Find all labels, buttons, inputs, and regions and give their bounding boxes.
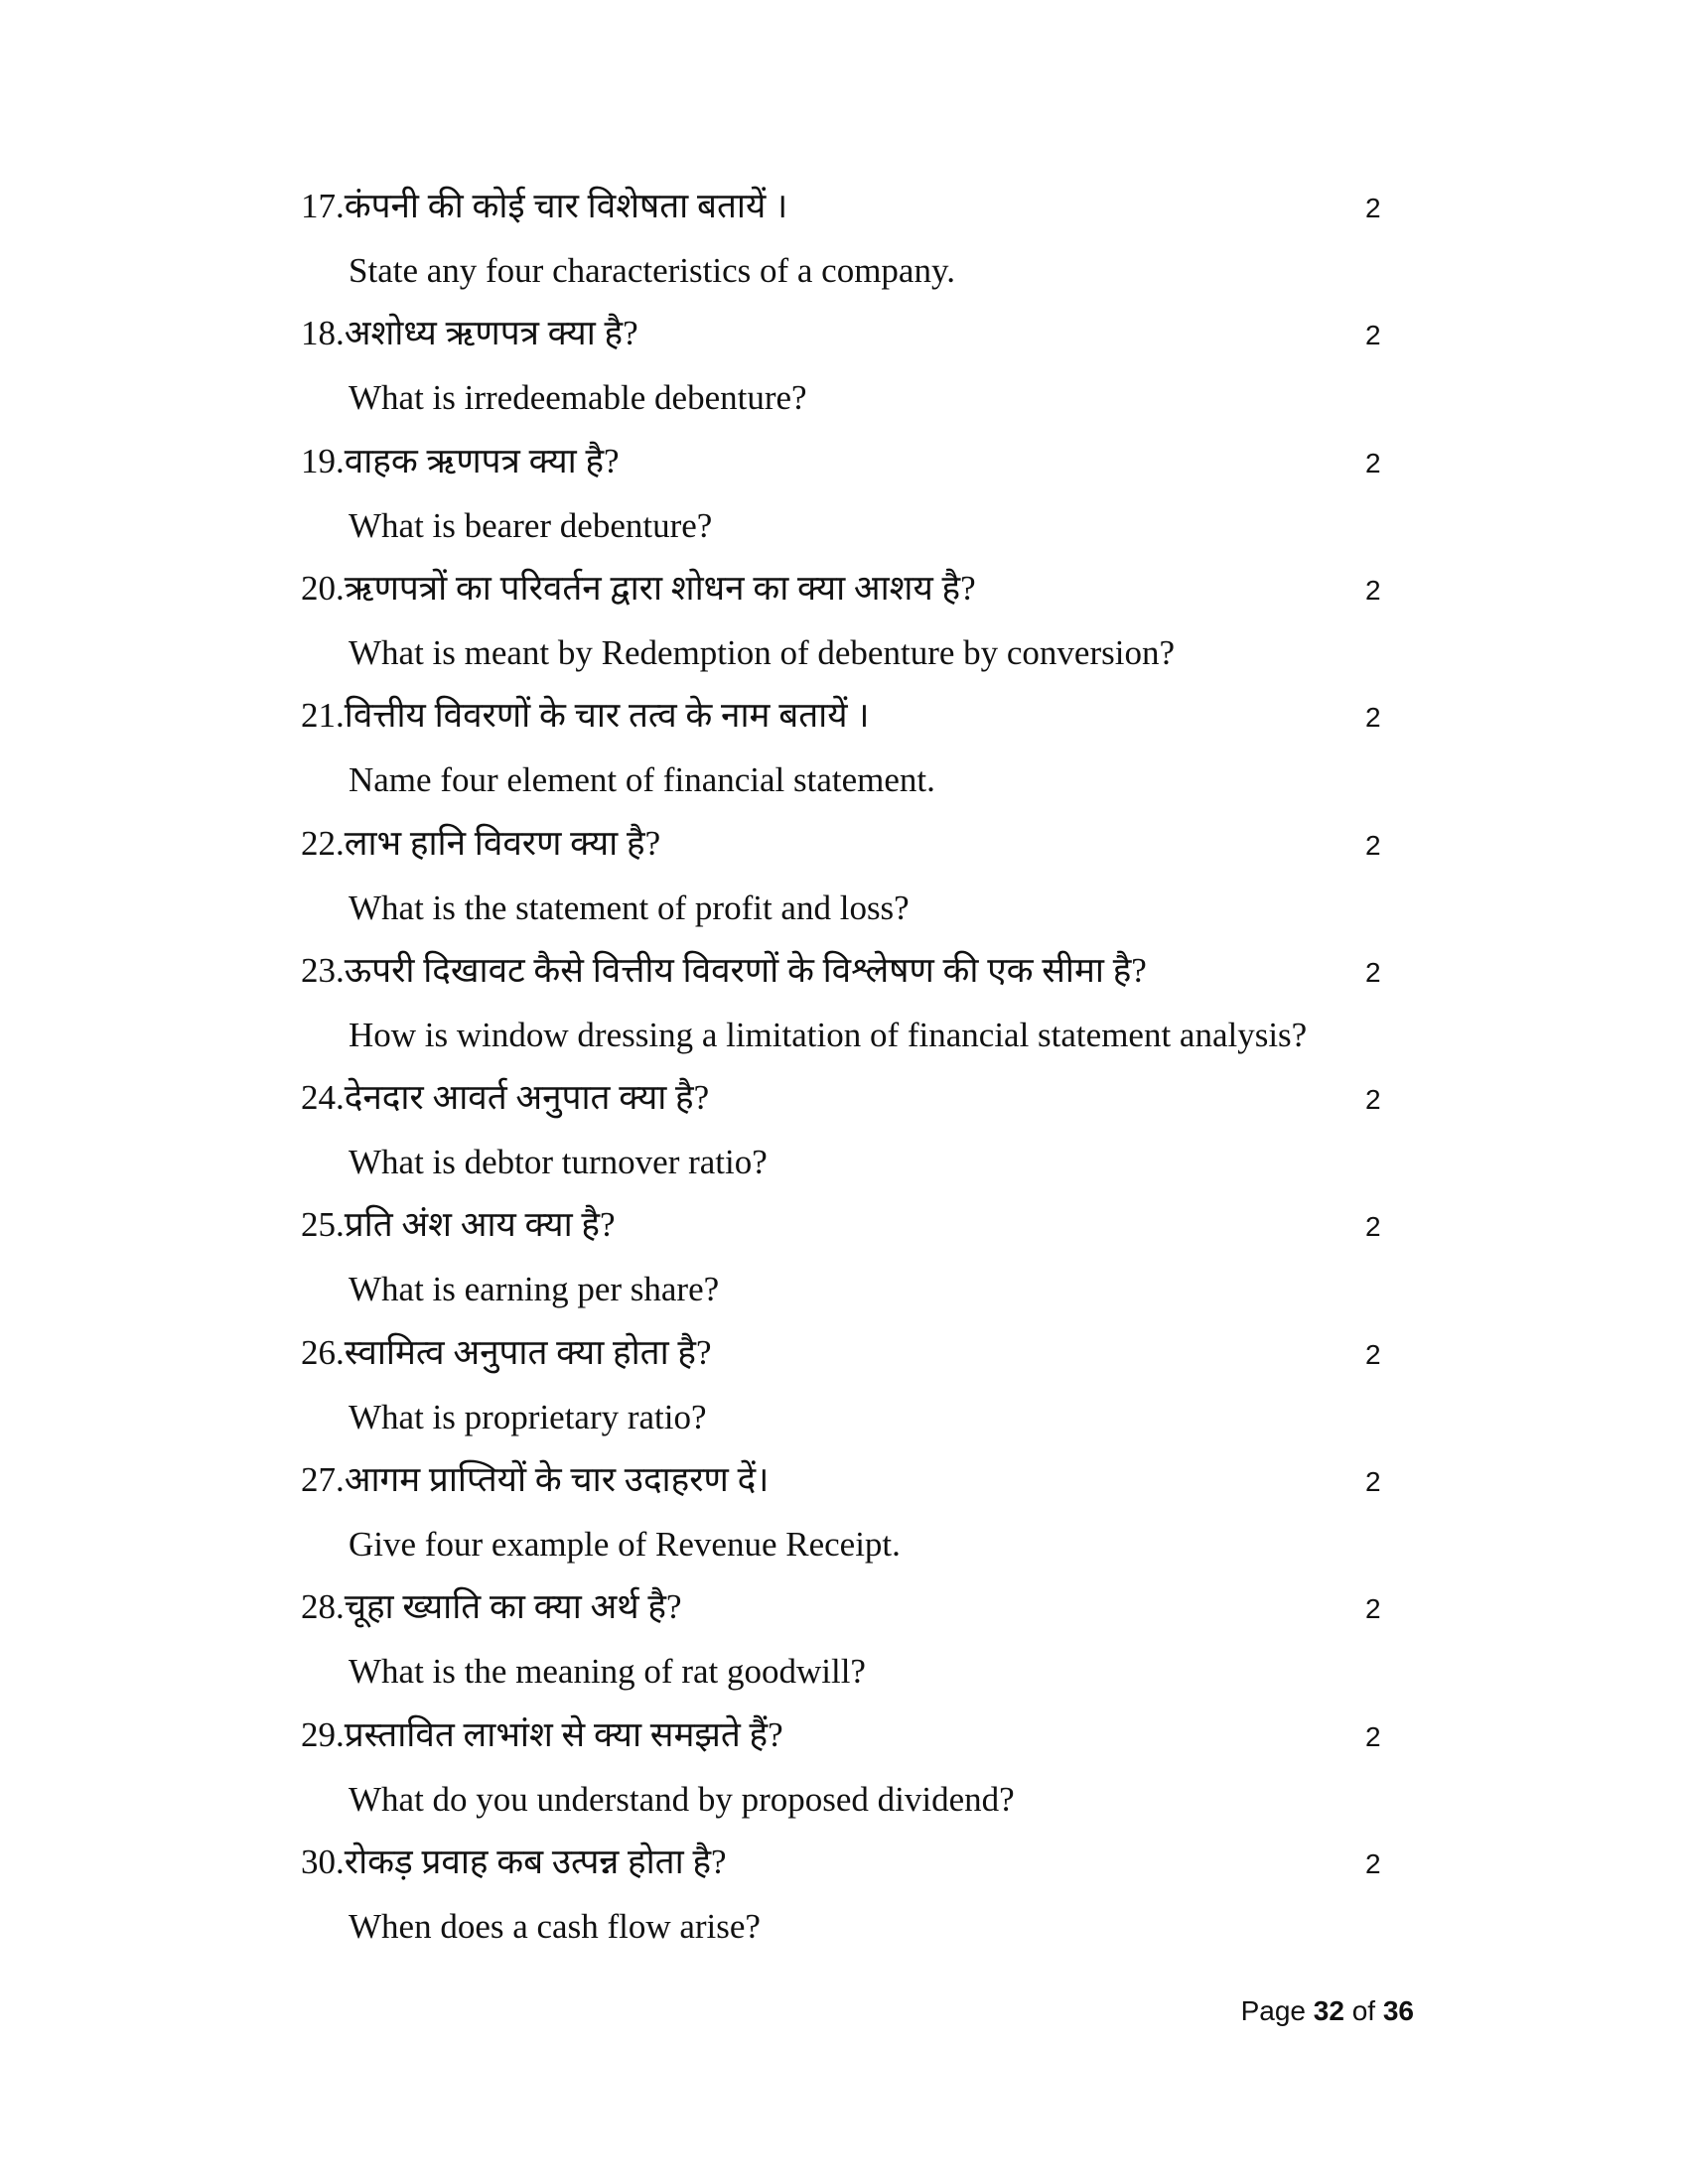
question-marks: 2 — [1365, 1720, 1381, 1752]
question-number: 29. — [301, 1714, 345, 1754]
question-number: 24. — [301, 1078, 345, 1118]
question-marks: 2 — [1365, 702, 1381, 734]
question-hindi — [301, 694, 870, 738]
question-number: 28. — [301, 1587, 345, 1627]
question-marks: 2 — [1365, 447, 1381, 478]
question-marks: 2 — [1365, 193, 1381, 223]
question-number: 23. — [301, 950, 345, 990]
page-footer — [1241, 1995, 1414, 2027]
current-page: 32 — [1313, 1995, 1344, 2026]
footer-of: of — [1343, 1995, 1383, 2026]
question-number: 25. — [301, 1205, 345, 1245]
question-hindi-text: लाभ हानि विवरण क्या है? — [344, 823, 661, 863]
total-pages: 36 — [1382, 1995, 1414, 2026]
question-marks: 2 — [1365, 320, 1381, 351]
question-item — [301, 1203, 1413, 1330]
question-item — [301, 440, 1413, 567]
question-hindi — [301, 1841, 727, 1884]
footer-prefix: Page — [1240, 1995, 1314, 2026]
question-number: 17. — [301, 187, 345, 225]
question-hindi-text: रोकड़ प्रवाह कब उत्पन्न होता है? — [344, 1842, 727, 1881]
question-english: Give four example of Revenue Receipt. — [349, 1525, 901, 1564]
question-english: Name four element of financial statement. — [349, 760, 935, 800]
question-number: 22. — [301, 823, 345, 863]
question-hindi — [301, 185, 787, 228]
question-number: 26. — [301, 1332, 345, 1372]
question-english: What is debtor turnover ratio? — [349, 1143, 768, 1182]
question-hindi-text: देनदार आवर्त अनुपात क्या है? — [344, 1078, 710, 1118]
question-item — [301, 312, 1413, 439]
question-english: What is meant by Redemption of debenture by conversion? — [349, 632, 1175, 672]
question-english: What is irredeemable debenture? — [349, 378, 807, 418]
question-hindi — [301, 1331, 712, 1375]
question-item — [301, 1458, 1413, 1585]
question-item — [301, 822, 1413, 949]
question-hindi — [301, 822, 660, 866]
question-item — [301, 694, 1413, 821]
question-english: What is the meaning of rat goodwill? — [349, 1652, 866, 1692]
question-item — [301, 1076, 1413, 1203]
question-item — [301, 949, 1413, 1076]
question-item — [301, 1585, 1413, 1712]
question-hindi-text: चूहा ख्याति का क्या अर्थ है? — [344, 1587, 682, 1627]
question-english: What is earning per share? — [349, 1270, 720, 1309]
question-hindi — [301, 440, 620, 483]
question-item — [301, 185, 1413, 312]
question-english: State any four characteristics of a company. — [349, 251, 955, 290]
question-english: What is the statement of profit and loss? — [349, 887, 910, 927]
question-marks: 2 — [1365, 1084, 1381, 1116]
question-hindi-text: स्वामित्व अनुपात क्या होता है? — [344, 1332, 712, 1372]
question-hindi-text: ऋणपत्रों का परिवर्तन द्वारा शोधन का क्या आशय है? — [344, 568, 976, 608]
question-hindi — [301, 1585, 682, 1629]
question-hindi — [301, 1713, 783, 1757]
question-hindi — [301, 1076, 709, 1120]
question-item — [301, 1713, 1413, 1841]
question-hindi-text: कंपनी की कोई चार विशेषता बतायें । — [344, 187, 788, 225]
question-number: 30. — [301, 1842, 345, 1881]
question-marks: 2 — [1365, 1593, 1381, 1625]
question-english: How is window dressing a limitation of financial statement analysis? — [349, 1015, 1308, 1054]
question-item — [301, 567, 1413, 694]
question-hindi-text: प्रति अंश आय क्या है? — [344, 1205, 616, 1245]
question-marks: 2 — [1365, 1211, 1381, 1243]
question-marks: 2 — [1365, 1338, 1381, 1370]
question-marks: 2 — [1365, 1466, 1381, 1497]
question-hindi — [301, 1203, 616, 1247]
question-english: What is proprietary ratio? — [349, 1397, 707, 1436]
question-hindi-text: आगम प्राप्तियों के चार उदाहरण दें। — [344, 1460, 770, 1499]
question-hindi-text: वाहक ऋणपत्र क्या है? — [344, 441, 620, 480]
question-hindi-text: अशोध्य ऋणपत्र क्या है? — [344, 314, 638, 353]
question-hindi-text: प्रस्तावित लाभांश से क्या समझते हैं? — [344, 1714, 783, 1754]
question-hindi-text: ऊपरी दिखावट कैसे वित्तीय विवरणों के विश्लेषण की एक सीमा है? — [344, 950, 1147, 990]
question-number: 21. — [301, 696, 345, 736]
question-english: What do you understand by proposed dividend? — [349, 1779, 1015, 1819]
question-number: 27. — [301, 1460, 345, 1499]
question-hindi — [301, 1458, 769, 1502]
question-marks: 2 — [1365, 829, 1381, 861]
question-number: 18. — [301, 314, 345, 353]
question-hindi — [301, 312, 638, 355]
question-english: When does a cash flow arise? — [349, 1906, 761, 1946]
question-hindi-text: वित्तीय विवरणों के चार तत्व के नाम बतायें । — [344, 696, 870, 736]
question-item — [301, 1331, 1413, 1458]
question-marks: 2 — [1365, 956, 1381, 988]
question-item — [301, 1841, 1413, 1968]
question-hindi — [301, 949, 1147, 993]
question-number: 19. — [301, 441, 345, 480]
question-marks: 2 — [1365, 574, 1381, 606]
question-english: What is bearer debenture? — [349, 505, 713, 545]
question-hindi — [301, 567, 976, 611]
question-marks: 2 — [1365, 1847, 1381, 1879]
question-number: 20. — [301, 568, 345, 608]
